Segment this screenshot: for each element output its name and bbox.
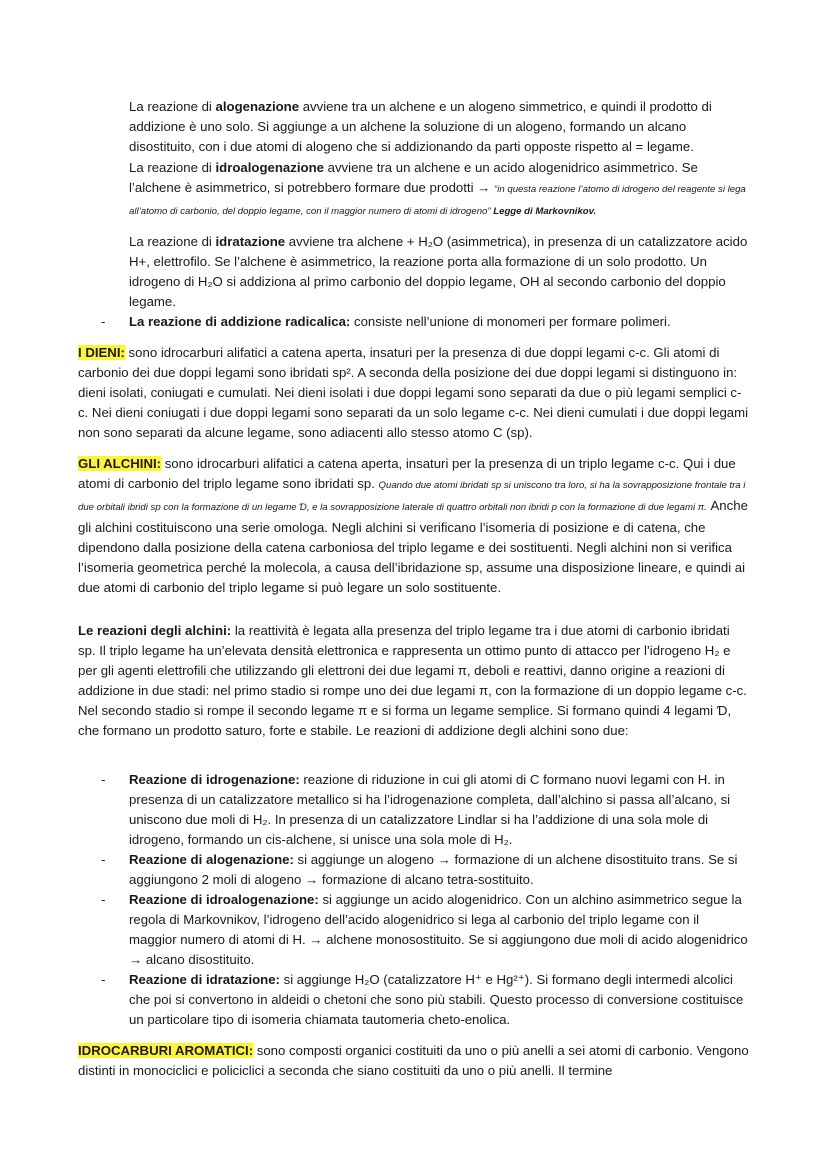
sp-hybrid-note: Quando due atomi ibridati sp si uniscono tra loro, si ha la sovrapposizione frontale tra i due orbitali ibridi sp con la formazione di un legame Ɗ, e la sovrapposizione laterale di quattro orbitali non ibridi p con la formazione di due legami π. xyxy=(78,480,746,513)
paragraph-text: la reattività è legata alla presenza del triplo legame tra i due atomi di carbonio ibridati sp. Il triplo legame ha un’elevata densità elettronica e rappresenta un ottimo punto di attacco per l’idrogeno H₂ e per gli agenti elettrofili che utilizzando gli elettroni dei due legami π, deboli e reattivi, danno origine a reazioni di addizione in due stadi: nel primo stadio si rompe uno dei due legami π, con la formazione di un doppio legame c-c. Nel secondo stadio si rompe il secondo legame π e si forma un legame semplice. Si formano quindi 4 legami Ɗ, che formano un prodotto saturo, forte e stabile. Le reazioni di addizione degli alchini sono due: xyxy=(78,623,747,738)
paragraph-text: avviene tra alchene + H₂O (asimmetrica), in presenza di un catalizzatore acido H+, elettrofilo. Se l’alchene è asimmetrico, la reazione porta alla formazione di un solo prodotto. Un idrogeno di H₂O si addiziona al primo carbonio del doppio legame, OH al secondo carbonio del doppio legame. xyxy=(129,234,748,309)
list-bullet: - xyxy=(101,772,106,787)
paragraph-reazioni-alchini xyxy=(78,621,750,741)
term-idratazione-alchini: Reazione di idratazione: xyxy=(129,972,280,987)
paragraph-text: sono idrocarburi alifatici a catena aperta, insaturi per la presenza di due doppi legami c-c. Gli atomi di carbonio dei due doppi legami sono ibridati sp². A seconda della posizione dei due doppi legami si distinguono in: dieni isolati, coniugati e cumulati. Nei dieni isolati i due doppi legami sono separati da due o più legami semplici c-c. Nei dieni coniugati i due doppi legami sono separati da un solo legame c-c. Nei dieni cumulati i due doppi legami non sono separati da alcune legame, sono adiacenti allo stesso atomo C (sp). xyxy=(78,345,749,440)
list-bullet: - xyxy=(101,892,106,907)
highlight-heading-alchini: GLI ALCHINI: xyxy=(78,456,162,471)
list-item-text: si aggiunge un acido alogenidrico. Con un alchino asimmetrico segue la regola di Markovnikov, l’idrogeno dell’acido alogenidrico si lega al carbonio del triplo legame con il maggior numero di atomi di H. → alchene monosostituito. Se si aggiungono due moli di acido alogenidrico → alcano disostituito. xyxy=(129,892,748,967)
term-alogenazione: alogenazione xyxy=(215,99,300,114)
paragraph-text: La reazione di xyxy=(129,234,216,249)
list-item-text: reazione di riduzione in cui gli atomi di C formano nuovi legami con H. in presenza di un catalizzatore metallico si ha l’idrogenazione completa, dall’alchino si passa all’alcano, si uniscono due moli di H₂. In presenza di un catalizzatore Lindlar si ha l’addizione di una sola mole di idrogeno, formando un cis-alchene, si unisce una sola mole di H₂. xyxy=(129,772,731,847)
paragraph-text: avviene tra un alchene e un alogeno simmetrico, e quindi il prodotto di addizione è uno solo. Si aggiunge a un alchene la soluzione di un alogeno, formando un alcano disostituito, con i due atomi di alogeno che si addizionando da parti opposte rispetto al = legame. xyxy=(129,99,712,154)
paragraph-idroalogenazione xyxy=(129,158,750,222)
paragraph-alchini xyxy=(78,454,750,598)
list-item-idrogenazione xyxy=(129,770,750,850)
paragraph-text: Anche gli alchini costituiscono una serie omologa. Negli alchini si verificano l’isomeria di posizione e di catena, che dipendono dalla posizione della catena carboniosa del triplo legame e dei sostituenti. Negli alchini non si verifica l’isomeria geometrica perché la molecola, a causa dell’ibridazione sp, assume una disposizione lineare, e quindi ai due atomi di carbonio del triplo legame si può legare un solo sostituente. xyxy=(78,498,748,595)
list-item-text: si aggiunge un alogeno → formazione di un alchene disostituito trans. Se si aggiungono 2 moli di alogeno → formazione di alcano tetra-sostituito. xyxy=(129,852,738,887)
term-radicalica: La reazione di addizione radicalica: xyxy=(129,314,351,329)
paragraph-aromatici xyxy=(78,1041,750,1081)
markovnikov-law: Legge di Markovnikov. xyxy=(490,206,597,217)
list-bullet: - xyxy=(101,972,106,987)
term-idroalogenazione-alchini: Reazione di idroalogenazione: xyxy=(129,892,319,907)
list-item-text: si aggiunge H₂O (catalizzatore H⁺ e Hg²⁺). Si formano degli intermedi alcolici che poi si convertono in aldeidi o chetoni che sono più stabili. Questo processo di conversione costituisce un particolare tipo di isomeria chiamata tautomeria cheto-enolica. xyxy=(129,972,744,1027)
paragraph-radicalica xyxy=(129,312,750,332)
paragraph-text: avviene tra un alchene e un acido alogenidrico asimmetrico. Se l’alchene è asimmetrico, si potrebbero formare due prodotti → xyxy=(129,160,698,195)
list-item-idratazione xyxy=(129,970,750,1030)
paragraph-dieni xyxy=(78,343,750,443)
list-bullet: - xyxy=(101,314,106,329)
list-item-alogenazione xyxy=(129,850,750,890)
term-alogenazione-alchini: Reazione di alogenazione: xyxy=(129,852,294,867)
markovnikov-quote: “in questa reazione l’atomo di idrogeno del reagente si lega all’atomo di carbonio, del doppio legame, con il maggior numero di atomi di idrogeno” xyxy=(129,184,746,217)
paragraph-text: La reazione di xyxy=(129,160,216,175)
heading-reazioni-alchini: Le reazioni degli alchini: xyxy=(78,623,232,638)
highlight-heading-dieni: I DIENI: xyxy=(78,345,125,360)
term-idroalogenazione: idroalogenazione xyxy=(215,160,324,175)
paragraph-idratazione xyxy=(129,232,750,312)
paragraph-alogenazione xyxy=(129,97,750,157)
paragraph-text: sono composti organici costituiti da uno o più anelli a sei atomi di carbonio. Vengono distinti in monociclici e policiclici a seconda che siano costituiti da uno o più anelli. Il termine xyxy=(78,1043,749,1078)
paragraph-text: sono idrocarburi alifatici a catena aperta, insaturi per la presenza di un triplo legame c-c. Qui i due atomi di carbonio del triplo legame sono ibridati sp. xyxy=(78,456,736,491)
paragraph-text: La reazione di xyxy=(129,99,216,114)
term-idratazione: idratazione xyxy=(215,234,286,249)
highlight-heading-aromatici: IDROCARBURI AROMATICI: xyxy=(78,1043,254,1058)
paragraph-text: consiste nell’unione di monomeri per formare polimeri. xyxy=(350,314,671,329)
term-idrogenazione: Reazione di idrogenazione: xyxy=(129,772,300,787)
list-item-idroalogenazione xyxy=(129,890,750,970)
list-bullet: - xyxy=(101,852,106,867)
